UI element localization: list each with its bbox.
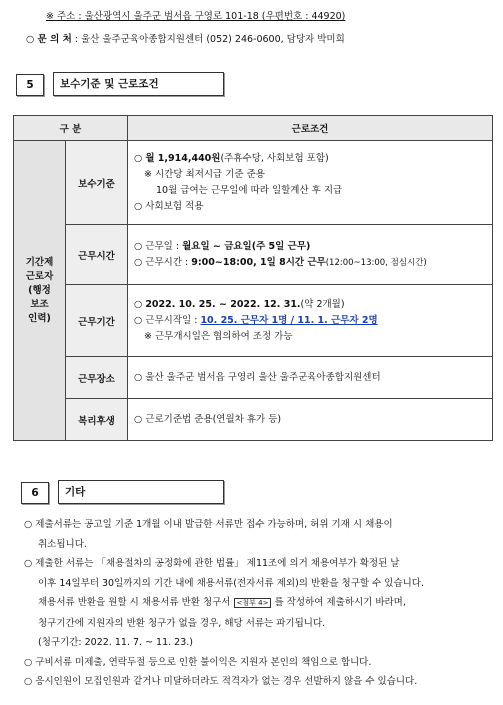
row-place [14, 357, 493, 399]
worker-type-line: 기간제 [25, 256, 54, 268]
worktime-value: 9:00~18:00, 1일 8시간 근무 [191, 256, 326, 268]
place-content: ○ 울산 울주군 범서읍 구영리 울산 울주군육아종합지원센터 [128, 357, 493, 399]
note-2-line-1: ○ 제출한 서류는 「채용절차의 공정화에 관한 법률」 제11조에 의거 채용여부가 확정된 날 [24, 558, 400, 569]
worker-type-line: 근로자 [25, 270, 54, 282]
welfare-content: ○ 근로기준법 준용(연월차 휴가 등) [128, 399, 493, 441]
note-2-line-4: 청구기간에 지원자의 반환 청구가 없을 경우, 해당 서류는 파기됩니다. [38, 617, 326, 629]
note-1-line-1: ○ 제출서류는 공고일 기준 1개월 이내 발급한 서류만 접수 가능하며, 허위 기재 시 채용이 [24, 519, 393, 530]
october-pay-note: 10월 급여는 근무일에 따라 일할계산 후 지급 [156, 184, 343, 196]
row-welfare [14, 399, 493, 441]
row-period [14, 285, 493, 357]
section-6-number: 6 [21, 482, 49, 504]
note-3: ○ 구비서류 미제출, 연락두절 등으로 인한 불이익은 지원자 본인의 책임으로 합니다. [24, 656, 372, 668]
section-5-title: 보수기준 및 근로조건 [53, 72, 224, 96]
inquiry-label: ○ 문 의 처 [26, 34, 72, 45]
bullet: ○ [134, 152, 146, 164]
place-label: 근무장소 [66, 357, 128, 399]
start-date-label: ○ 근무시작일 : [134, 314, 201, 326]
worker-type-cell [14, 141, 66, 441]
monthly-pay: 월 1,914,440원 [145, 152, 221, 164]
note-1-line-2: 취소됩니다. [38, 538, 87, 550]
min-wage-note: ※ 시간당 최저시급 기준 준용 [144, 168, 265, 180]
header-conditions: 근로조건 [128, 116, 493, 141]
inquiry-line [26, 31, 345, 45]
worker-type-line: 인력) [28, 312, 51, 324]
pay-content [128, 141, 493, 225]
worktime-label: ○ 근무시간 : [134, 256, 192, 268]
header-category: 구 분 [14, 116, 128, 141]
return-request-text: 채용서류 반환을 원할 시 채용서류 반환 청구서 [38, 597, 231, 608]
work-conditions-table [13, 115, 493, 441]
hours-label: 근무시간 [66, 225, 128, 285]
workday-value: 월요일 ~ 금요일(주 5일 근무) [182, 240, 311, 252]
note-2-line-3 [24, 593, 494, 614]
bullet: ○ [134, 298, 146, 310]
section-6-title: 기타 [58, 480, 224, 504]
lunch-note: (12:00~13:00, 점심시간) [325, 257, 427, 268]
pay-note: (주휴수당, 사회보험 포함) [220, 152, 329, 164]
return-request-text-2: 를 작성하여 제출하시기 바라며, [274, 597, 406, 608]
row-hours [14, 225, 493, 285]
welfare-label: 복리후생 [66, 399, 128, 441]
social-insurance-note: ○ 사회보험 적용 [134, 200, 204, 212]
table-header-row [14, 116, 493, 141]
period-content [128, 285, 493, 357]
section-5-number: 5 [16, 74, 44, 96]
note-4: ○ 응시인원이 모집인원과 같거나 미달하더라도 적격자가 없는 경우 선발하지 않을 수 있습니다. [24, 676, 418, 687]
row-pay [14, 141, 493, 225]
period-dates: 2022. 10. 25. ~ 2022. 12. 31. [145, 298, 301, 310]
hours-content [128, 225, 493, 285]
start-date-value: 10. 25. 근무자 1명 / 11. 1. 근무자 2명 [200, 314, 378, 326]
inquiry-text: : 울산 울주군육아종합지원센터 (052) 246-0600, 담당자 박미희 [74, 34, 345, 45]
workday-label: ○ 근무일 : [134, 240, 183, 252]
period-approx: (약 2개월) [300, 298, 345, 310]
notes-block [24, 515, 494, 692]
address-note: ※ 주소 : 울산광역시 울주군 범서읍 구영로 101-18 (우편번호 : 44920) [46, 11, 346, 22]
start-date-note: ※ 근무개시일은 협의하여 조정 가능 [144, 330, 293, 342]
period-label: 근무기간 [66, 285, 128, 357]
attachment-4-badge: <첨부 4> [234, 598, 272, 608]
worker-type-line: 보조 [30, 298, 49, 310]
note-2-line-2: 이후 14일부터 30일까지의 기간 내에 채용서류(전자서류 제외)의 반환을 청구할 수 있습니다. [38, 577, 425, 589]
pay-label: 보수기준 [66, 141, 128, 225]
note-2-line-5: (청구기간: 2022. 11. 7. ~ 11. 23.) [38, 637, 193, 648]
worker-type-line: (행정 [28, 284, 51, 296]
